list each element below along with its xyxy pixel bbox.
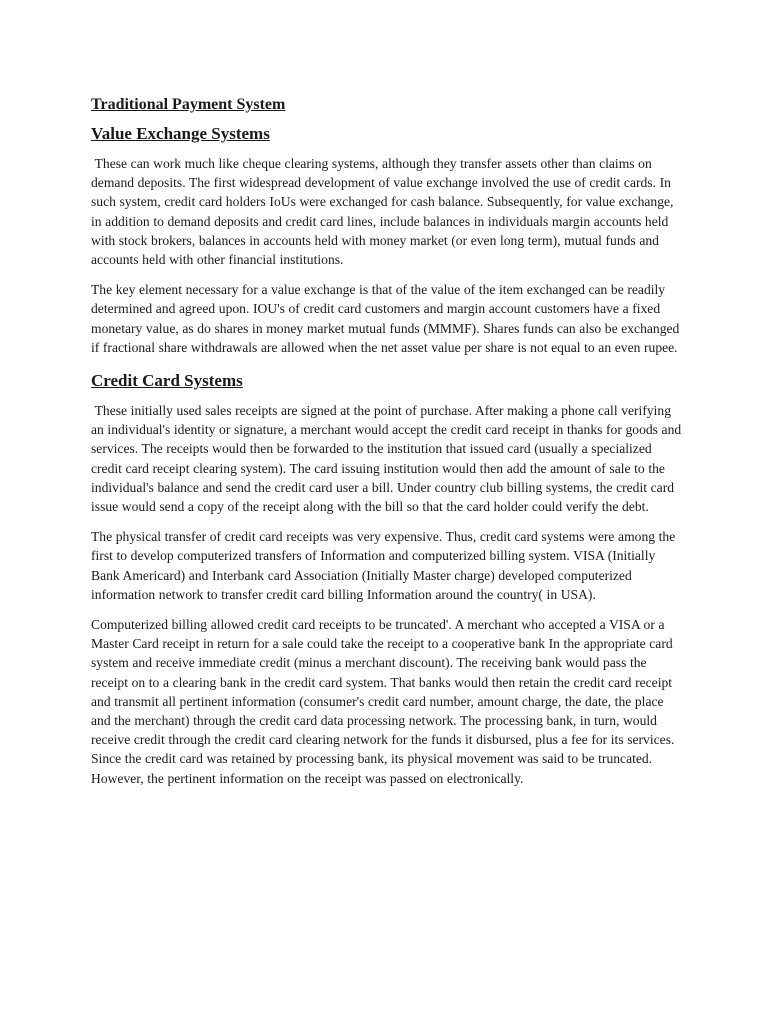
paragraph: The physical transfer of credit card receipts was very expensive. Thus, credit card systems were among the first to develop computerized transfers of Information and computerized billing system. VISA (Initially Bank Americard) and Interbank card Association (Initially Master charge) developed computerized information network to transfer credit card billing Information around the country( in USA). <box>91 529 676 602</box>
paragraph: The key element necessary for a value exchange is that of the value of the item exchanged can be readily determined and agreed upon. IOU's of credit card customers and margin account customers have a fixed monetary value, as do shares in money market mutual funds (MMMF). Shares funds can also be exchanged if fractional share withdrawals are allowed when the net asset value per share is not equal to an even rupee. <box>91 282 680 355</box>
section-heading-value-exchange: Value Exchange Systems <box>91 124 270 143</box>
document-title: Traditional Payment System <box>91 96 286 113</box>
paragraph: These can work much like cheque clearing systems, although they transfer assets other than claims on demand deposits. The first widespread development of value exchange involved the use of credit cards. In such system, credit card holders IoUs were exchanged for cash balance. Subsequently, for value exchange, in addition to demand deposits and credit card lines, include balances in individuals margin accounts held with stock brokers, balances in accounts held with money market (or even long term), mutual funds and accounts held with other financial institutions. <box>91 156 678 268</box>
paragraph: Computerized billing allowed credit card receipts to be truncated'. A merchant who accepted a VISA or a Master Card receipt in return for a sale could take the receipt to a cooperative bank In the appropriate card system and receive immediate credit (minus a merchant discount). The receiving bank would pass the receipt on to a clearing bank in the credit card system. That banks would then retain the credit card receipt and transmit all pertinent information (consumer's credit card number, amount charge, the date, the place and the merchant) through the credit card data processing network. The processing bank, in turn, would receive credit through the credit card clearing network for the funds it disbursed, plus a fee for its services. Since the credit card was retained by processing bank, its physical movement was said to be truncated. However, the pertinent information on the receipt was passed on electronically. <box>91 617 675 786</box>
paragraph: These initially used sales receipts are signed at the point of purchase. After making a phone call verifying an individual's identity or signature, a merchant would accept the credit card receipt in thanks for goods and services. The receipts would then be forwarded to the institution that issued card (usually a specialized credit card receipt clearing system). The card issuing institution would then add the amount of sale to the individual's balance and send the credit card user a bill. Under country club billing systems, the credit card issue would send a copy of the receipt along with the bill so that the card holder could verify the debt. <box>91 403 685 515</box>
section-heading-credit-card: Credit Card Systems <box>91 371 243 391</box>
document-body <box>91 95 683 799</box>
